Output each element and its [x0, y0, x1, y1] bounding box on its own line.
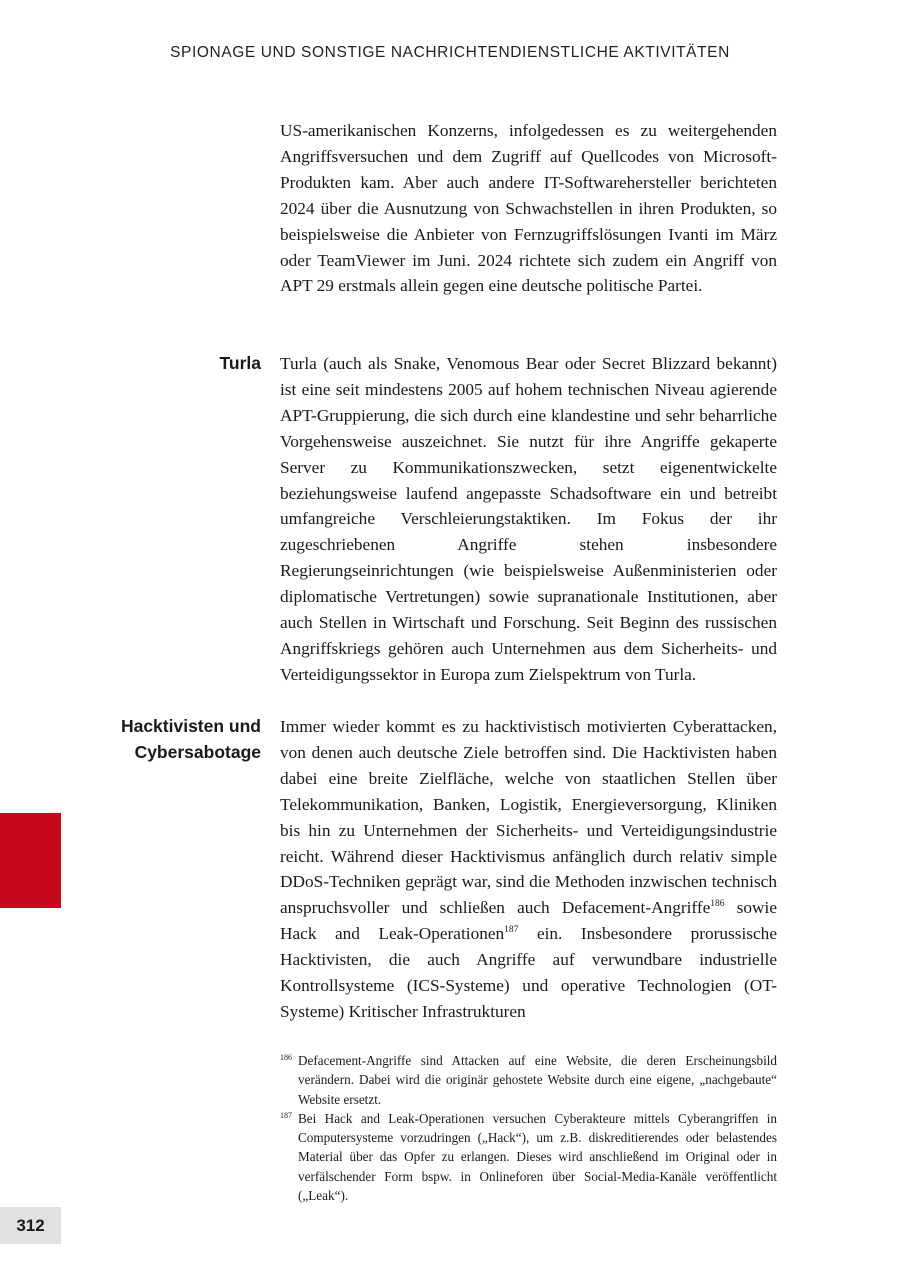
footnote-number: 187: [280, 1110, 292, 1120]
turla-text: Turla (auch als Snake, Venomous Bear oder Secret Blizzard bekannt) ist eine seit mindestens 2005 auf hohem technischen Niveau agierende APT-Gruppierung, die sich durch eine klandestine und sehr beharrliche Vorgehensweise auszeichnet. Sie nutzt für ihre Angriffe gekaperte Server zu Kommunikationszwecken, setzt eigenentwickelte beziehungsweise laufend angepasste Schadsoftware ein und betreibt umfangreiche Verschleierungstaktiken. Im Fokus der ihr zugeschriebenen Angriffe stehen insbesondere Regierungseinrichtungen (wie beispielsweise Außenministerien oder diplomatische Vertretungen) sowie supranationale Institutionen, aber auch Stellen in Wirtschaft und Forschung. Seit Beginn des russischen Angriffskriegs gehören auch Unternehmen aus dem Sicherheits- und Verteidigungssektor in Europa zum Zielspektrum von Turla.: [280, 354, 777, 684]
margin-heading-line2: Cybersabotage: [134, 741, 261, 762]
hacktivisten-paragraph: [280, 714, 777, 1025]
page-number: 312: [0, 1207, 61, 1244]
footnote-number: 186: [280, 1053, 292, 1062]
chapter-side-tab: [0, 813, 61, 908]
footnote-text: Bei Hack and Leak-Operationen versuchen Cyberakteure mittels Cyberangriffen in Computersysteme vorzudringen („Hack“), um z.B. diskreditierendes oder belastendes Material über das Opfer zu erlangen. Dieses wird anschließend im Original oder in verfälschender Form bspw. in Onlineforen über Social-Media-Kanäle veröffentlicht („Leak“).: [298, 1110, 777, 1204]
margin-heading-turla: Turla: [219, 353, 261, 373]
margin-heading-line1: Hacktivisten und: [120, 716, 261, 736]
turla-paragraph: [280, 351, 777, 688]
hacktivisten-text-part3: ein. Insbesondere prorussische Hacktivisten, die auch Angriffe auf verwundbare industrielle Kontrollsysteme (ICS-Systeme) und operative Technologien (OT-Systeme) Kritischer Infrastrukturen: [280, 924, 777, 1021]
footnotes: [280, 1051, 777, 1205]
footnote-ref-186[interactable]: 186: [710, 899, 725, 910]
intro-text: US-amerikanischen Konzerns, infolgedessen es zu weitergehenden Angriffsversuchen und dem Zugriff auf Quellcodes von Microsoft-Produkten kam. Aber auch andere IT-Softwarehersteller berichteten 2024 über die Ausnutzung von Schwachstellen in ihren Produkten, so beispielsweise die Anbieter von Fernzugriffslösungen Ivanti im März oder TeamViewer im Juni. 2024 richtete sich zudem ein Angriff von APT 29 erstmals allein gegen eine deutsche politische Partei.: [280, 121, 777, 296]
footnote-text: Defacement-Angriffe sind Attacken auf eine Website, die deren Erscheinungsbild verändern. Dabei wird die originär gehostete Website durch eine eigene, „nachgebaute“ Website ersetzt.: [298, 1053, 777, 1107]
intro-paragraph: [280, 118, 777, 299]
hacktivisten-text-part1: Immer wieder kommt es zu hacktivistisch motivierten Cyberattacken, von denen auch deutsche Ziele betroffen sind. Die Hacktivisten haben dabei eine breite Zielfläche, welche von staatlichen Stellen über Telekommunikation, Banken, Logistik, Energieversorgung, Kliniken bis hin zu Unternehmen der Sicherheits- und Verteidigungsindustrie reicht. Während dieser Hacktivismus anfänglich durch relativ simple DDoS-Techniken geprägt war, sind die Methoden inzwischen technisch anspruchsvoller und schließen auch Defacement-Angriffe: [280, 717, 777, 918]
footnote-ref-187[interactable]: 187: [504, 925, 519, 936]
hacktivisten-text-part2: sowie Hack and Leak-Operationen: [280, 898, 777, 944]
running-header: SPIONAGE UND SONSTIGE NACHRICHTENDIENSTLICHE AKTIVITÄTEN: [170, 44, 730, 61]
hacktivisten-text: [280, 714, 777, 1025]
margin-heading-hacktivisten: [121, 714, 261, 766]
footnote-186: [280, 1051, 777, 1109]
footnote-187: [280, 1109, 777, 1205]
